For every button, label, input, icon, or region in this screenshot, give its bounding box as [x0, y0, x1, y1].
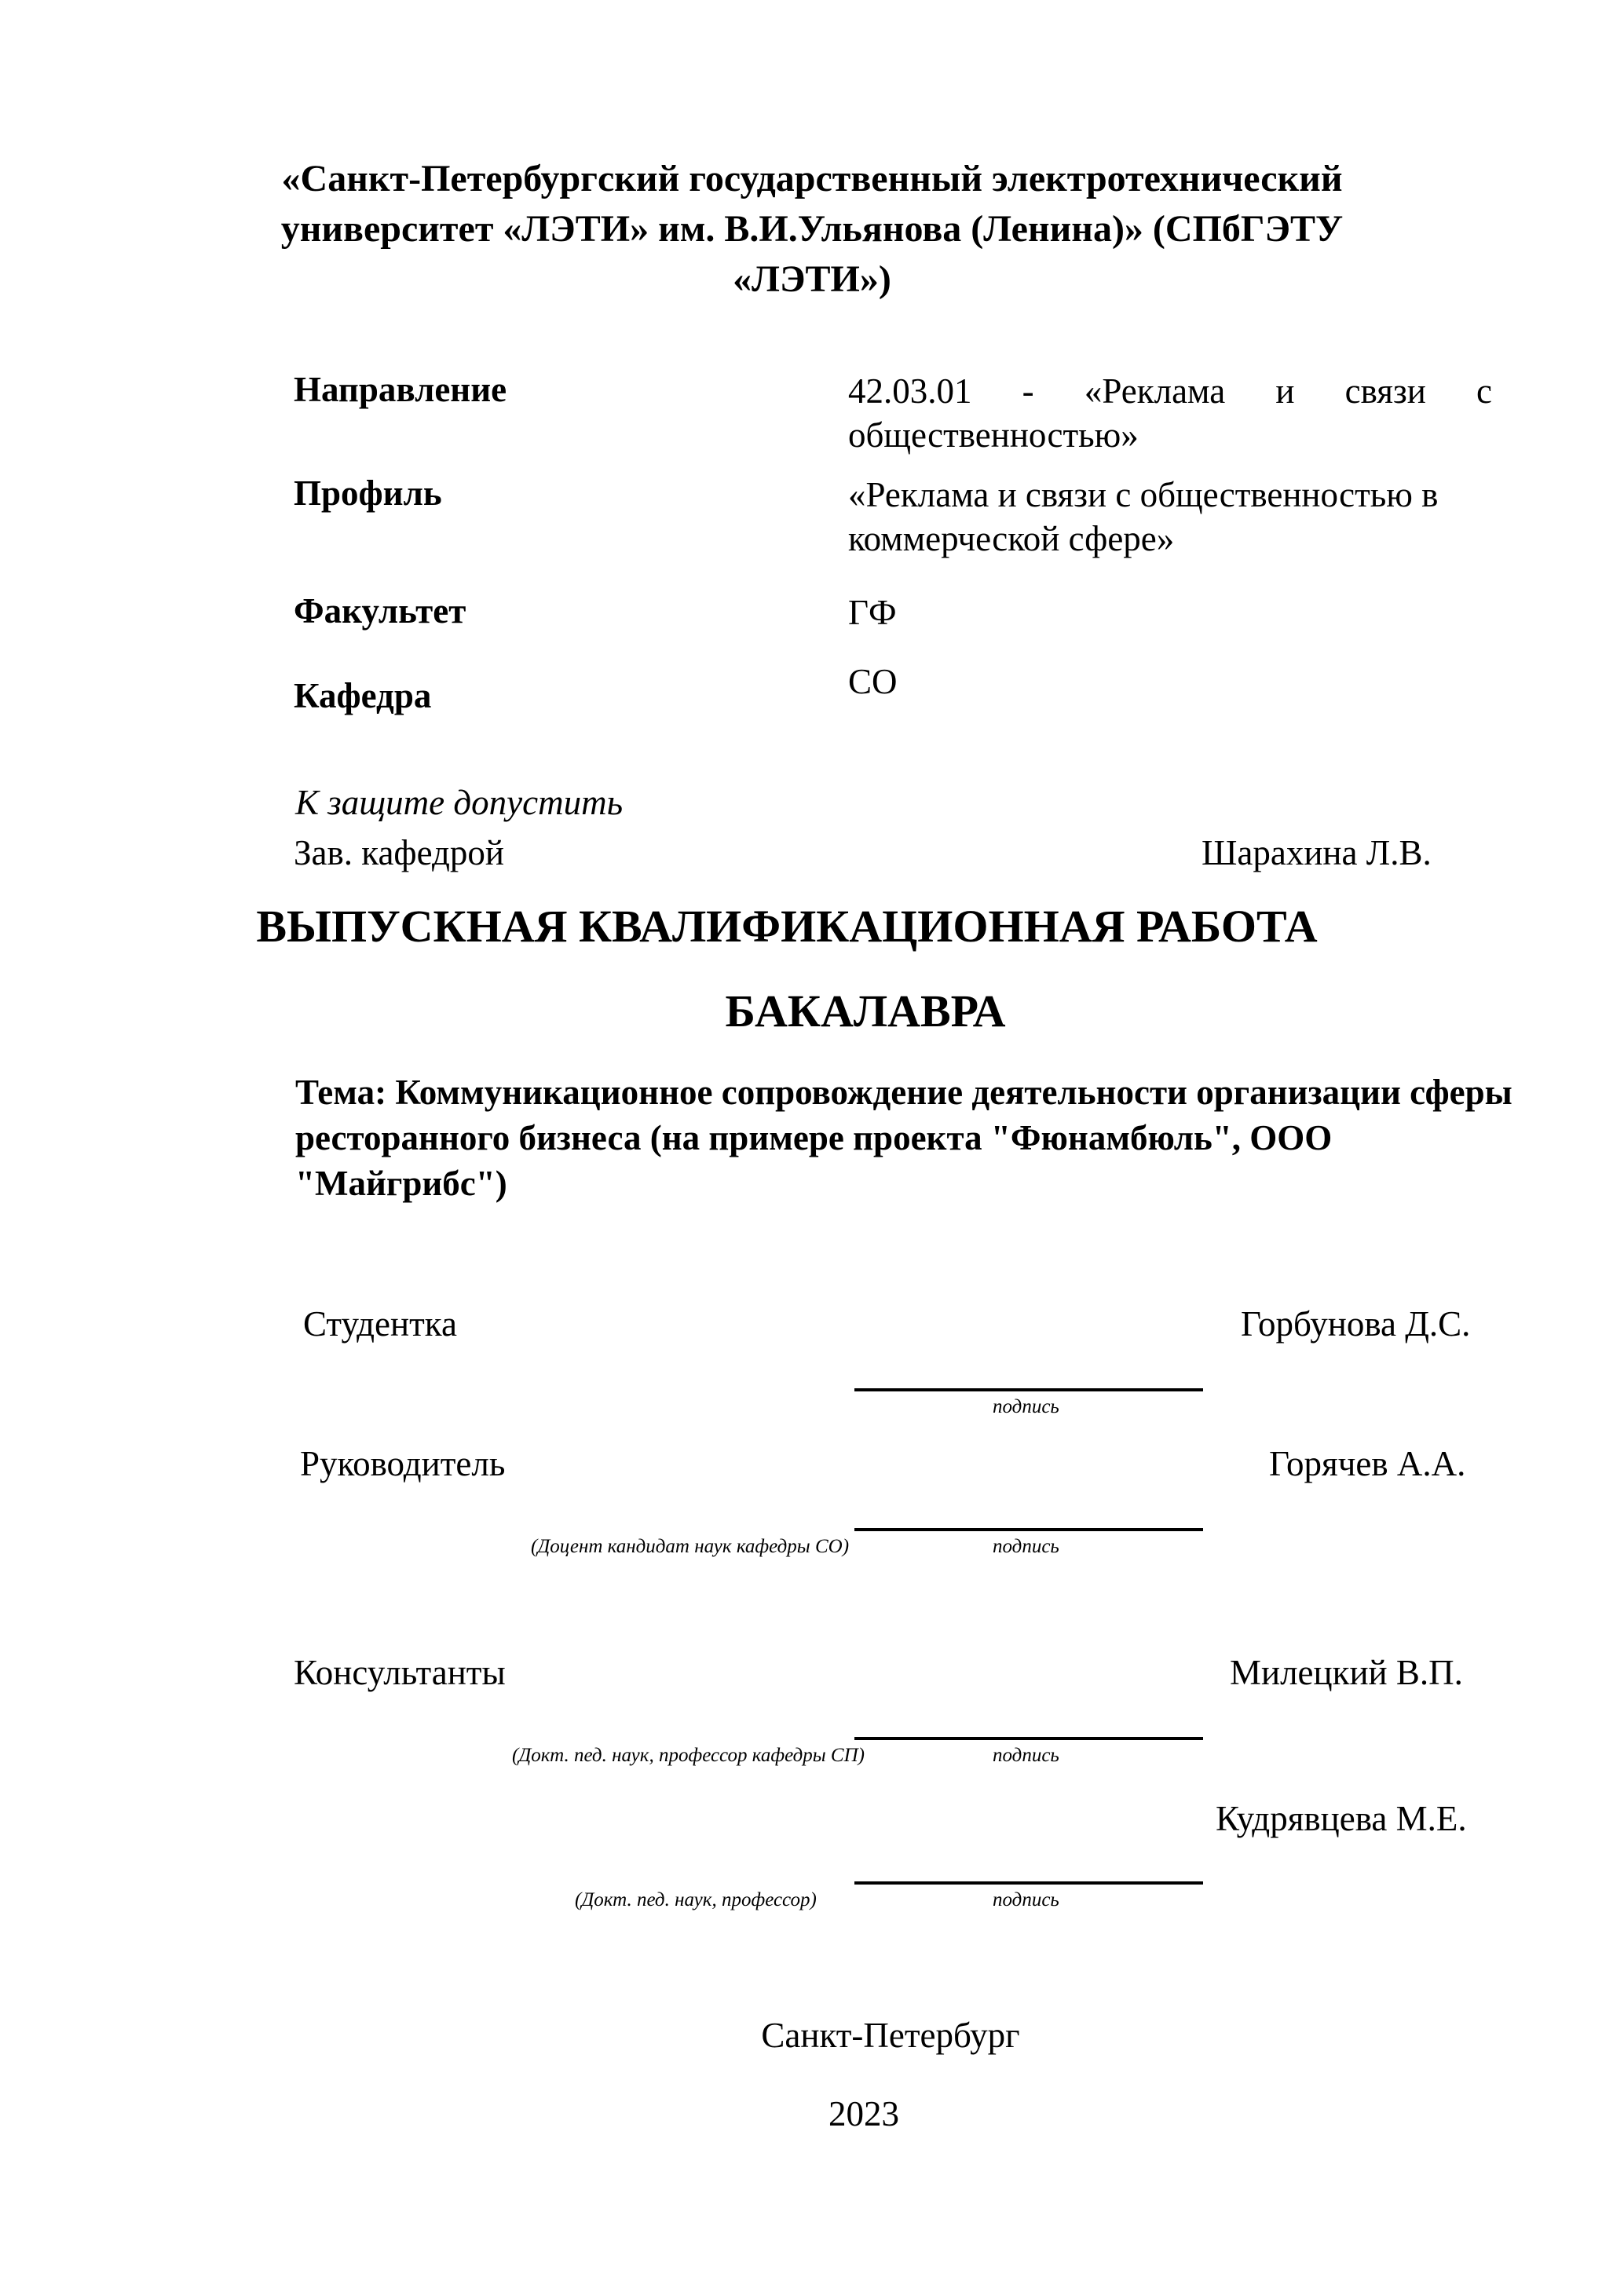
university-line-3: «ЛЭТИ»)	[733, 258, 891, 300]
consultant-1-signature-line	[854, 1737, 1203, 1740]
faculty-label: Факультет	[294, 591, 466, 631]
consultant-1-position: (Докт. пед. наук, профессор кафедры СП)	[512, 1745, 865, 1766]
university-line-2: университет «ЛЭТИ» им. В.И.Ульянова (Ленина)» (СПбГЭТУ	[280, 208, 1344, 250]
supervisor-signature-line	[854, 1528, 1203, 1531]
department-label: Кафедра	[294, 676, 432, 715]
admit-text: К защите допустить	[295, 783, 624, 822]
profile-value: «Реклама и связи с общественностью в коммерческой сфере»	[848, 475, 1439, 558]
direction-value: 42.03.01 - «Реклама и связи с общественностью»	[848, 371, 1492, 455]
student-signature-caption: подпись	[993, 1396, 1059, 1417]
consultant-1-name: Милецкий В.П.	[1230, 1653, 1463, 1692]
city: Санкт-Петербург	[761, 2016, 1020, 2055]
consultants-label: Консультанты	[294, 1653, 506, 1692]
university-line-1: «Санкт-Петербургский государственный электротехнический	[281, 158, 1343, 199]
title-line-2: БАКАЛАВРА	[725, 985, 1006, 1036]
head-title: Зав. кафедрой	[294, 833, 504, 872]
supervisor-signature-caption: подпись	[993, 1536, 1059, 1557]
supervisor-role: Руководитель	[300, 1444, 506, 1483]
department-value: СО	[848, 662, 898, 701]
thesis-topic: Тема: Коммуникационное сопровождение деятельности организации сферы ресторанного бизнеса (на примере проекта "Фюнамбюль", ООО "Майгрибс")	[295, 1073, 1512, 1203]
consultant-1-signature-caption: подпись	[993, 1745, 1059, 1766]
university-name	[0, 154, 1624, 305]
direction-label: Направление	[294, 370, 507, 409]
year: 2023	[828, 2094, 899, 2133]
consultant-2-signature-line	[854, 1881, 1203, 1885]
supervisor-position: (Доцент кандидат наук кафедры СО)	[531, 1536, 850, 1557]
consultant-2-name: Кудрявцева М.Е.	[1216, 1799, 1467, 1838]
title-line-1: ВЫПУСКНАЯ КВАЛИФИКАЦИОННАЯ РАБОТА	[256, 901, 1318, 952]
faculty-value: ГФ	[848, 593, 897, 632]
consultant-2-signature-caption: подпись	[993, 1889, 1059, 1910]
head-name: Шарахина Л.В.	[1202, 833, 1432, 872]
profile-label: Профиль	[294, 473, 442, 513]
consultant-2-position: (Докт. пед. наук, профессор)	[575, 1889, 817, 1910]
student-signature-line	[854, 1388, 1203, 1391]
student-name: Горбунова Д.С.	[1241, 1304, 1471, 1344]
student-role: Студентка	[303, 1304, 457, 1344]
supervisor-name: Горячев А.А.	[1269, 1444, 1466, 1483]
